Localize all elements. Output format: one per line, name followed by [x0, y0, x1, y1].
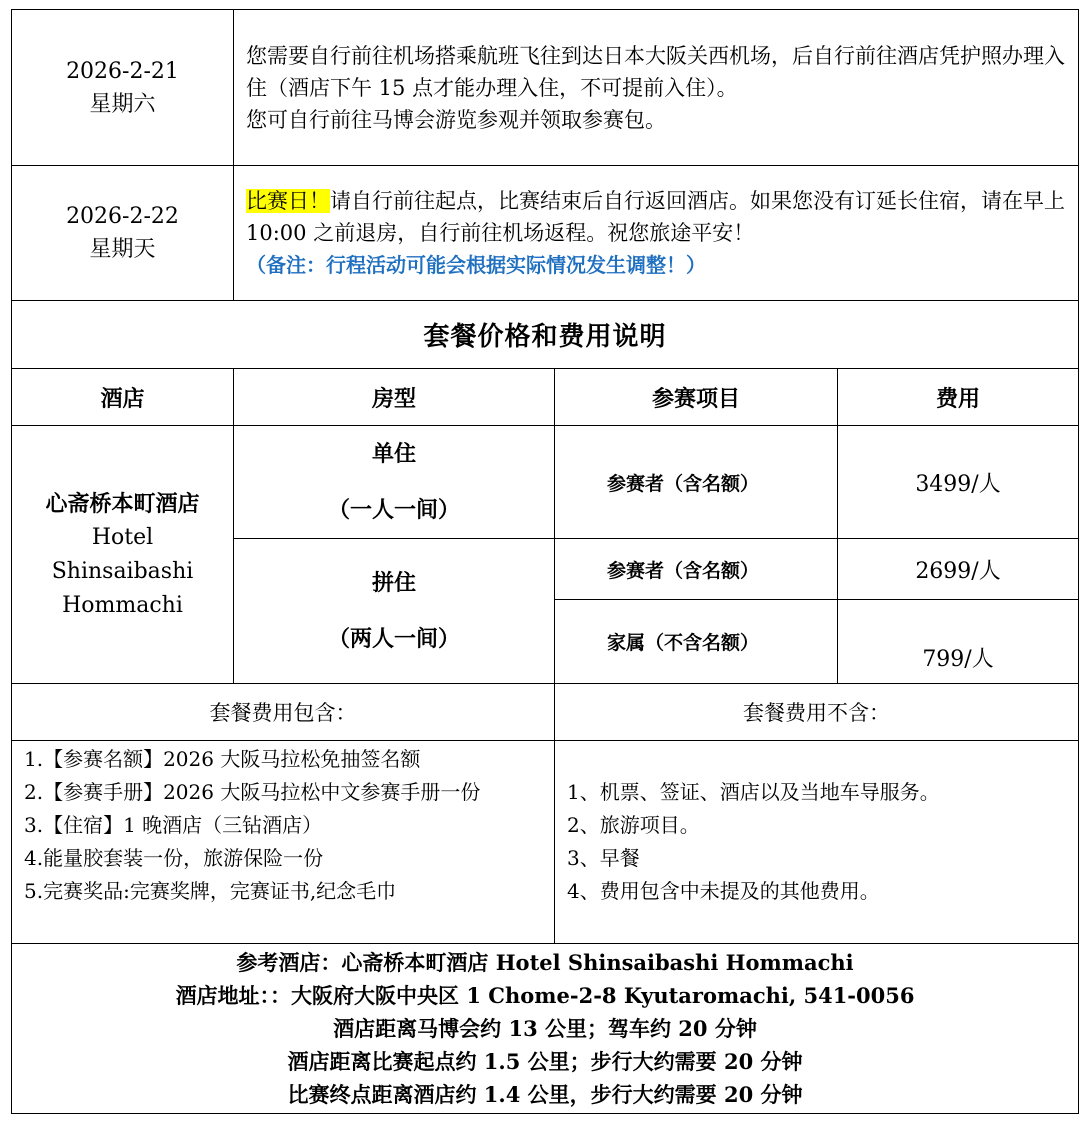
header-fee: 费用: [838, 369, 1079, 426]
hotel-name-en-3: Hommachi: [62, 592, 183, 618]
excludes-title: 套餐费用不含：: [555, 684, 1079, 741]
list-item: 5.完赛奖品:完赛奖牌，完赛证书,纪念毛巾: [24, 879, 397, 903]
itinerary-table: [11, 9, 1079, 1114]
weekday-day1: 星期六: [89, 91, 156, 117]
header-room-type: 房型: [234, 369, 555, 426]
pricing-title: 套餐价格和费用说明: [12, 301, 1079, 369]
list-item: 2、旅游项目。: [567, 813, 700, 837]
room-single-note: （一人一间）: [327, 497, 460, 523]
list-item: 3.【住宿】1 晚酒店（三钻酒店）: [24, 813, 323, 837]
pricing-header-row: [12, 369, 1079, 426]
itinerary-desc-day2: [234, 166, 1079, 301]
room-single-cell: [234, 426, 555, 539]
fee-scope-row: [12, 741, 1079, 944]
fee-value: 2699/人: [838, 539, 1079, 600]
pricing-title-row: [12, 301, 1079, 369]
list-item: 1、机票、签证、酒店以及当地车导服务。: [567, 780, 940, 804]
includes-title: 套餐费用包含：: [12, 684, 555, 741]
entry-type: 参赛者（含名额）: [555, 539, 838, 600]
hotel-name-en-1: Hotel: [91, 524, 154, 550]
hotel-name-en-2: Shinsaibashi: [51, 558, 194, 584]
excludes-list: [555, 741, 1079, 944]
header-entry: 参赛项目: [555, 369, 838, 426]
date-cell-day1: [12, 10, 234, 166]
date-day1: 2026-2-21: [66, 58, 179, 84]
reference-row: [12, 944, 1079, 1114]
hotel-name-cell: [12, 426, 234, 684]
weekday-day2: 星期天: [89, 237, 156, 262]
list-item: 2.【参赛手册】2026 大阪马拉松中文参赛手册一份: [24, 780, 481, 804]
date-day2: 2026-2-22: [66, 204, 179, 229]
fee-value: 799/人: [838, 600, 1079, 684]
reference-distance-finish: 比赛终点距离酒店约 1.4 公里，步行大约需要 20 分钟: [287, 1082, 803, 1107]
itinerary-row-day1: [12, 10, 1079, 166]
itinerary-desc-day1: [234, 10, 1079, 166]
price-row: [12, 426, 1079, 539]
entry-type: 参赛者（含名额）: [555, 426, 838, 539]
reference-hotel: 参考酒店：心斋桥本町酒店 Hotel Shinsaibashi Hommachi: [236, 950, 854, 975]
itinerary-note: （备注：行程活动可能会根据实际情况发生调整！）: [246, 253, 706, 277]
date-cell-day2: [12, 166, 234, 301]
entry-type: 家属（不含名额）: [555, 600, 838, 684]
itinerary-day2-text: 请自行前往起点，比赛结束后自行返回酒店。如果您没有订延长住宿，请在早上 10:00 之前退房，自行前往机场返程。祝您旅途平安！: [246, 189, 1065, 245]
itinerary-row-day2: [12, 166, 1079, 301]
reference-info: [12, 944, 1079, 1114]
room-twin-cell: [234, 539, 555, 684]
itinerary-day1-line2: 您可自行前往马博会游览参观并领取参赛包。: [246, 107, 666, 132]
fee-scope-header-row: [12, 684, 1079, 741]
list-item: 1.【参赛名额】2026 大阪马拉松免抽签名额: [24, 747, 421, 771]
includes-list: [12, 741, 555, 944]
hotel-name-cn: 心斋桥本町酒店: [45, 490, 200, 517]
reference-distance-expo: 酒店距离马博会约 13 公里；驾车约 20 分钟: [333, 1016, 757, 1041]
itinerary-document: [11, 9, 1078, 1114]
room-single: 单住: [371, 441, 416, 467]
list-item: 4.能量胶套装一份，旅游保险一份: [24, 846, 324, 870]
list-item: 4、费用包含中未提及的其他费用。: [567, 879, 880, 903]
room-twin-note: （两人一间）: [327, 626, 460, 652]
list-item: 3、早餐: [567, 846, 640, 870]
itinerary-day1-line1: 您需要自行前往机场搭乘航班飞往到达日本大阪关西机场，后自行前往酒店凭护照办理入住（酒店下午 15 点才能办理入住，不可提前入住）。: [246, 43, 1065, 100]
reference-address: 酒店地址：：大阪府大阪中央区 1 Chome-2-8 Kyutaromachi, 541-0056: [175, 983, 915, 1008]
room-twin: 拼住: [371, 570, 416, 596]
race-day-highlight: 比赛日！: [246, 189, 330, 213]
fee-value: 3499/人: [838, 426, 1079, 539]
reference-distance-start: 酒店距离比赛起点约 1.5 公里；步行大约需要 20 分钟: [287, 1049, 803, 1074]
header-hotel: 酒店: [12, 369, 234, 426]
